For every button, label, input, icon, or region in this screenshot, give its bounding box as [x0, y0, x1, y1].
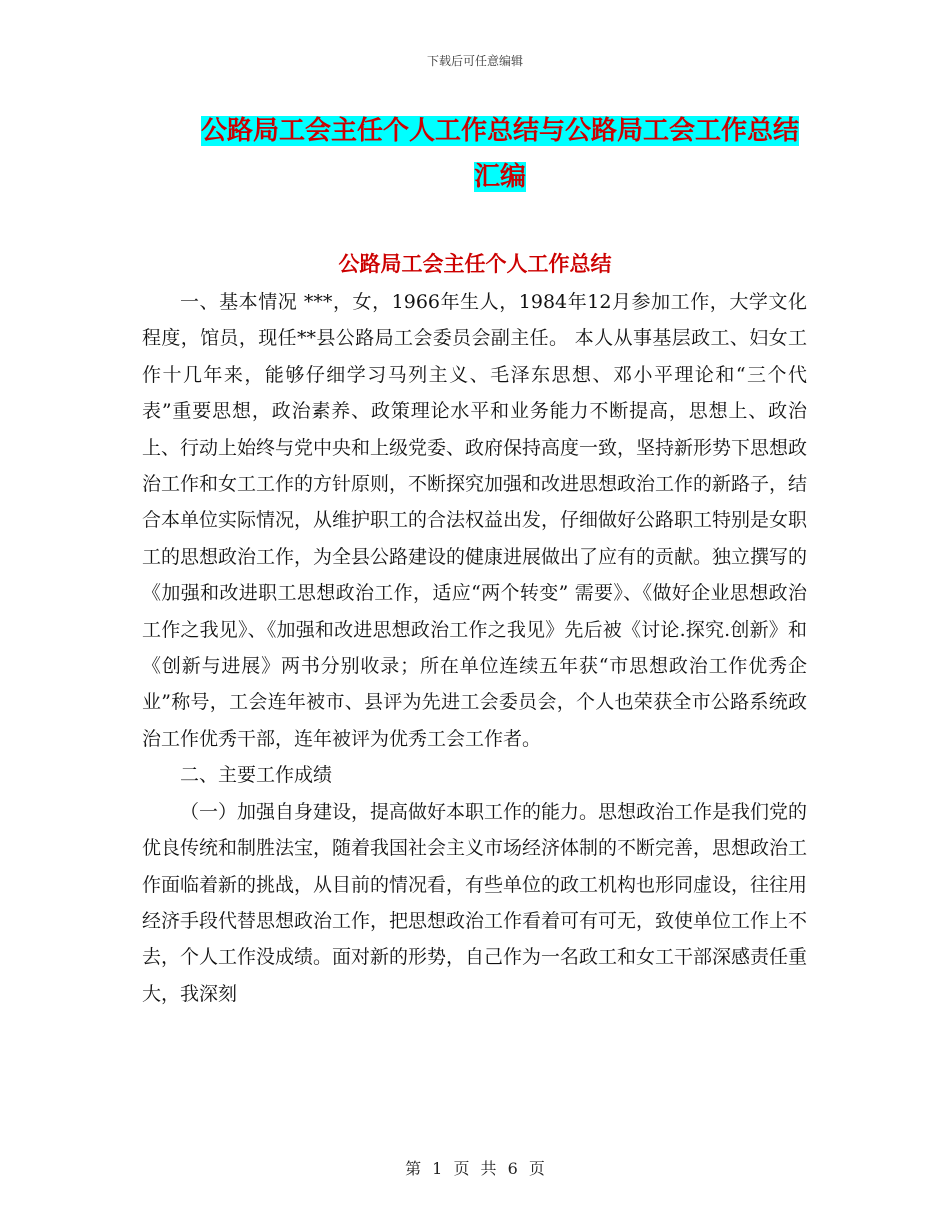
- paragraph: 二、主要工作成绩: [180, 764, 333, 787]
- paragraph: （一）加强自身建设，提高做好本职工作的能力。思想政治工作是我们党的优良传统和制胜法宝，随着我国社会主义市场经济体制的不断完善，思想政治工作面临着新的挑战，从目前的情况看，有些单位的政工机构也形同虚设，往往用经济手段代替思想政治工作，把思想政治工作看着可有可无，致使单位工作上不去，个人工作没成绩。面对新的形势，自己作为一名政工和女工干部深感责任重大，我深刻: [142, 800, 808, 1005]
- document-title-line1: 公路局工会主任个人工作总结与公路局工会工作总结: [200, 116, 799, 146]
- document-title-line2: 汇编: [473, 162, 526, 192]
- page-number-footer: 第 1 页 共 6 页: [405, 1159, 545, 1178]
- document-title: [140, 108, 860, 200]
- paragraph: 一、基本情况 ***，女，1966年生人，1984年12月参加工作，大学文化程度，馆员，现任**县公路局工会委员会副主任。 本人从事基层政工、妇女工作十几年来，能够仔细学习马列主义、毛泽东思想、邓小平理论和“三个代表”重要思想，政治素养、政策理论水平和业务能力不断提高，思想上、政治上、行动上始终与党中央和上级党委、政府保持高度一致，坚持新形势下思想政治工作和女工工作的方针原则，不断探究加强和改进思想政治工作的新路子，结合本单位实际情况，从维护职工的合法权益出发，仔细做好公路职工特别是女职工的思想政治工作，为全县公路建设的健康进展做出了应有的贡献。独立撰写的《加强和改进职工思想政治工作，适应“两个转变” 需要》、《做好企业思想政治工作之我见》、《加强和改进思想政治工作之我见》先后被《讨论.探究.创新》和《创新与进展》两书分别收录；所在单位连续五年获“市思想政治工作优秀企业”称号，工会连年被市、县评为先进工会委员会，个人也荣获全市公路系统政治工作优秀干部，连年被评为优秀工会工作者。: [142, 291, 808, 750]
- section-title: 公路局工会主任个人工作总结: [338, 251, 612, 276]
- page-header-note: 下载后可任意编辑: [426, 54, 523, 68]
- document-body: [142, 284, 807, 1012]
